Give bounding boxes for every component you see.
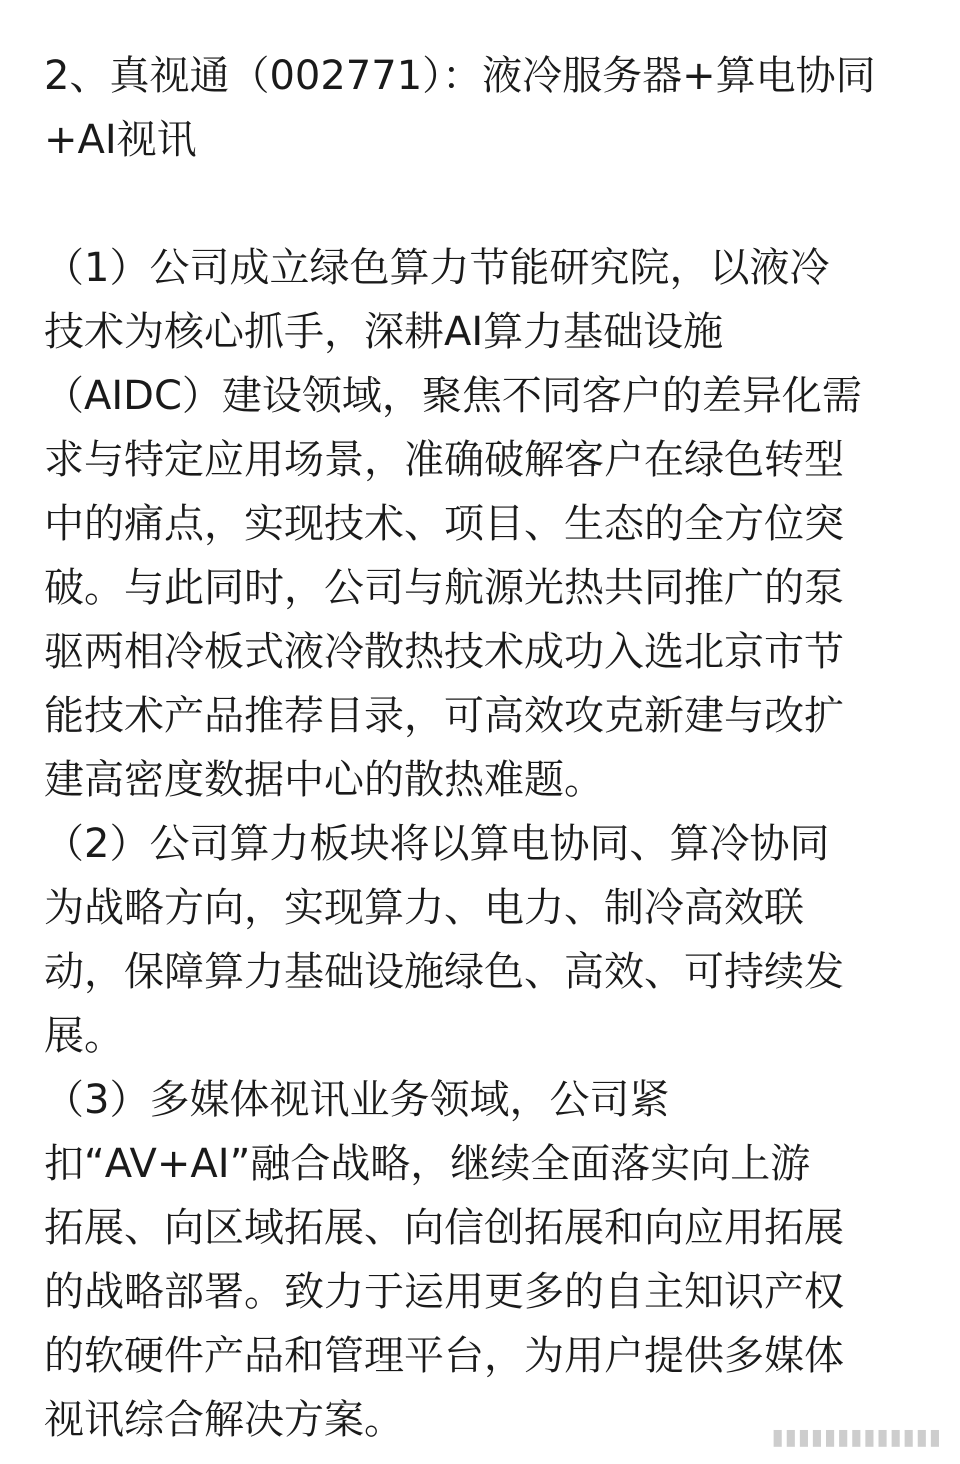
paragraph-line: 动，保障算力基础设施绿色、高效、可持续发 [44,949,844,995]
paragraph-line: （3）多媒体视讯业务领域，公司紧 [44,1077,670,1123]
paragraph-line: 拓展、向区域拓展、向信创拓展和向应用拓展 [44,1205,844,1251]
paragraph-line: （2）公司算力板块将以算电协同、算冷协同 [44,821,830,867]
paragraph-line: 的战略部署。致力于运用更多的自主知识产权 [44,1269,844,1315]
article-body [44,44,924,1452]
paragraph-line: 扣“AV+AI”融合战略，继续全面落实向上游 [44,1141,811,1187]
paragraph-2 [44,812,924,1068]
paragraph-line: 建高密度数据中心的散热难题。 [44,757,604,803]
paragraph-line: 破。与此同时，公司与航源光热共同推广的泵 [44,565,844,611]
paragraph-3 [44,1068,924,1452]
title-line: +AI视讯 [44,117,197,163]
paragraph-line: 能技术产品推荐目录，可高效攻克新建与改扩 [44,693,844,739]
article-title [44,44,924,172]
paragraph-line: 展。 [44,1013,124,1059]
paragraph-line: 视讯综合解决方案。 [44,1397,404,1443]
paragraph-line: 技术为核心抓手，深耕AI算力基础设施 [44,309,724,355]
paragraph-line: 的软硬件产品和管理平台，为用户提供多媒体 [44,1333,844,1379]
paragraph-line: 驱两相冷板式液冷散热技术成功入选北京市节 [44,629,844,675]
blank-line [44,172,924,236]
paragraph-line: 求与特定应用场景，准确破解客户在绿色转型 [44,437,844,483]
paragraph-line: （AIDC）建设领域，聚焦不同客户的差异化需 [44,373,862,419]
paragraph-line: 中的痛点，实现技术、项目、生态的全方位突 [44,501,844,547]
watermark-icon: ▮▮▮▮▮▮▮▮▮▮▮▮▮ [771,1425,942,1450]
title-line: 2、真视通（002771）：液冷服务器+算电协同 [44,53,876,99]
paragraph-line: 为战略方向，实现算力、电力、制冷高效联 [44,885,804,931]
paragraph-1 [44,236,924,812]
paragraph-line: （1）公司成立绿色算力节能研究院，以液冷 [44,245,830,291]
